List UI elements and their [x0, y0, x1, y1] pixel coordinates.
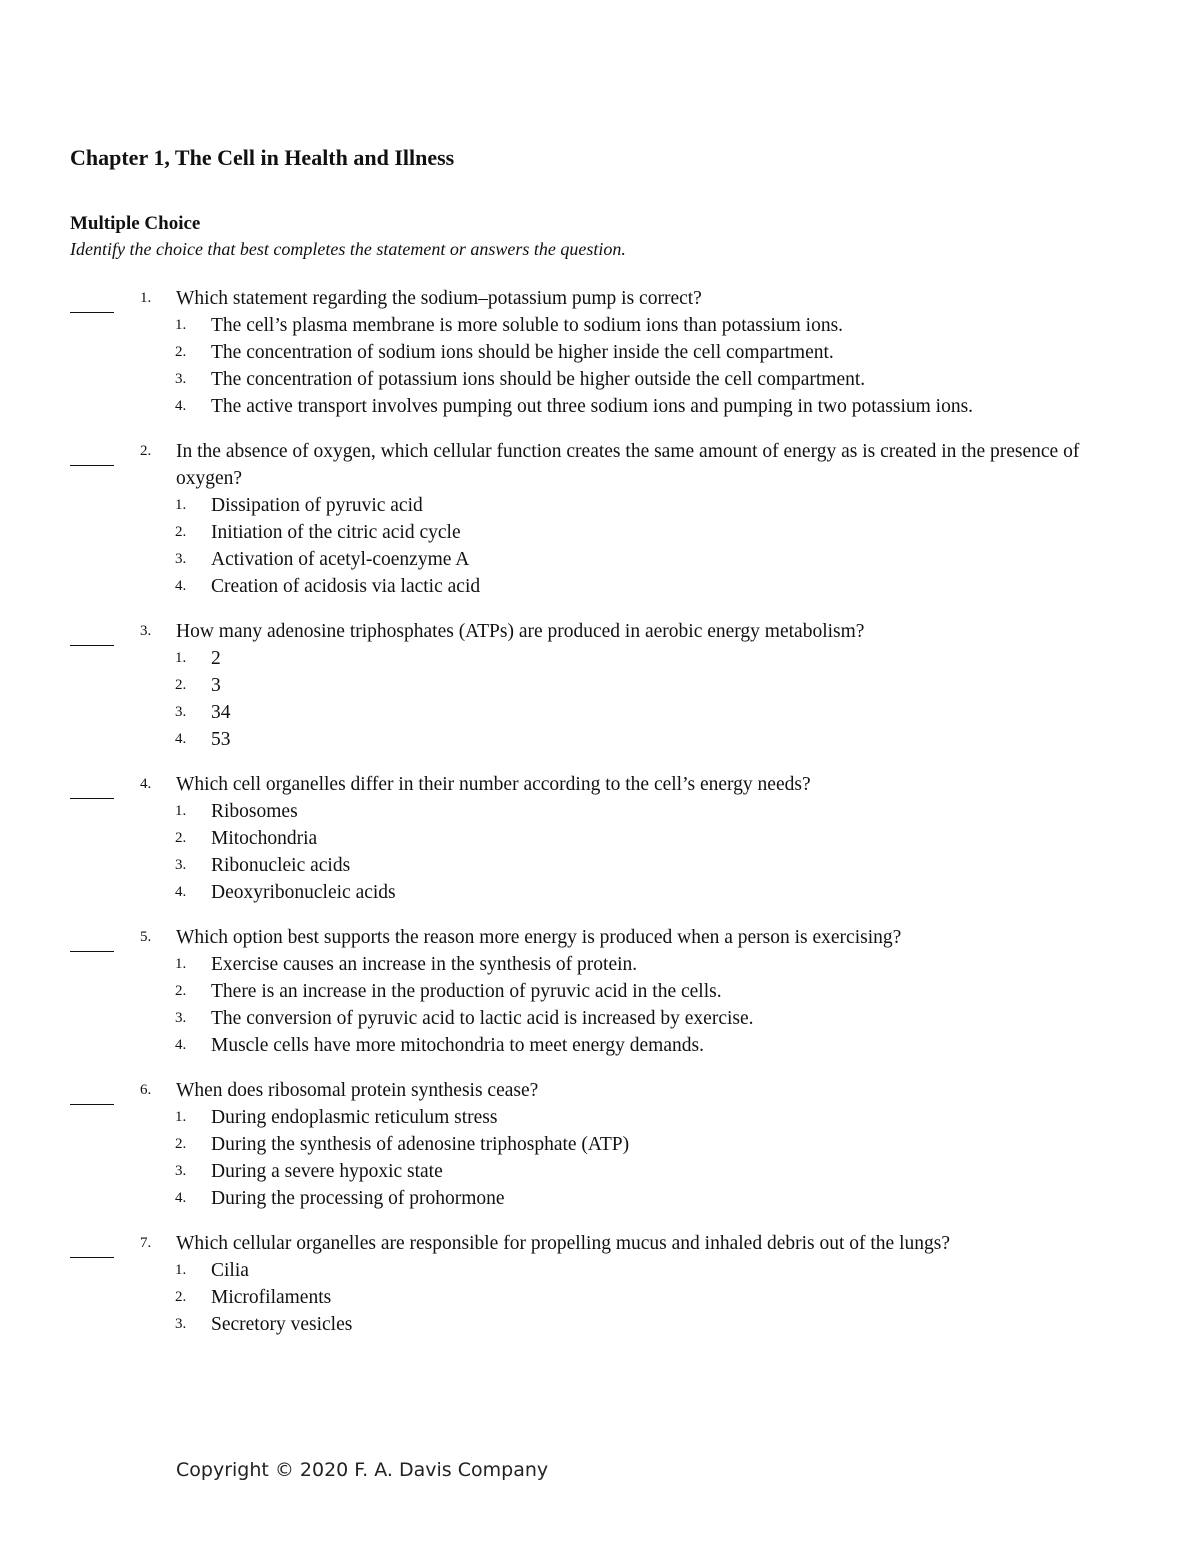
choice-text: Creation of acidosis via lactic acid — [211, 576, 481, 597]
answer-blank[interactable] — [70, 1230, 114, 1258]
choice-text: During the synthesis of adenosine triphosphate (ATP) — [211, 1134, 630, 1155]
choice-text: Activation of acetyl-coenzyme A — [211, 549, 470, 570]
choice-number: 4. — [175, 884, 187, 900]
choice-list — [0, 951, 1200, 1059]
choice-text: Muscle cells have more mitochondria to meet energy demands. — [211, 1035, 704, 1056]
choice — [175, 519, 1001, 546]
choice — [175, 645, 1001, 672]
choice — [175, 492, 1001, 519]
choice-list — [0, 1104, 1200, 1212]
choice-text: Initiation of the citric acid cycle — [211, 522, 461, 543]
choice-number: 4. — [175, 398, 187, 414]
choice-number: 1. — [175, 497, 187, 513]
section-title: Multiple Choice — [70, 213, 201, 234]
question-2 — [0, 438, 1200, 600]
choice-number: 2. — [175, 344, 187, 360]
choice — [175, 978, 1001, 1005]
choice — [175, 699, 1001, 726]
choice-text: Exercise causes an increase in the synthesis of protein. — [211, 954, 638, 975]
choice — [175, 1158, 1001, 1185]
choice-number: 4. — [175, 1037, 187, 1053]
choice — [175, 1104, 1001, 1131]
choice-number: 3. — [175, 857, 187, 873]
question-number: 5. — [140, 929, 152, 945]
choice-text: The conversion of pyruvic acid to lactic acid is increased by exercise. — [211, 1008, 754, 1029]
choice-number: 3. — [175, 704, 187, 720]
choice — [175, 546, 1001, 573]
answer-blank[interactable] — [70, 924, 114, 952]
chapter-title: Chapter 1, The Cell in Health and Illness — [70, 145, 455, 170]
choice-list — [0, 312, 1200, 420]
choice — [175, 1005, 1001, 1032]
choice — [175, 951, 1001, 978]
choice-text: During the processing of prohormone — [211, 1188, 505, 1209]
choice-text: 2 — [211, 648, 221, 669]
question-list — [0, 285, 1200, 1356]
choice-list — [0, 492, 1200, 600]
choice-text: Microfilaments — [211, 1287, 332, 1308]
choice-number: 1. — [175, 650, 187, 666]
question-5 — [0, 924, 1200, 1059]
choice-number: 4. — [175, 731, 187, 747]
choice-number: 1. — [175, 1262, 187, 1278]
choice-number: 3. — [175, 1163, 187, 1179]
choice-number: 3. — [175, 1010, 187, 1026]
question-text: In the absence of oxygen, which cellular function creates the same amount of energy as is created in the presence of oxygen? — [176, 441, 1080, 489]
choice-number: 1. — [175, 803, 187, 819]
answer-blank[interactable] — [70, 285, 114, 313]
choice — [175, 366, 1001, 393]
choice-list — [0, 798, 1200, 906]
choice-number: 3. — [175, 1316, 187, 1332]
choice — [175, 1257, 1001, 1284]
instructions: Identify the choice that best completes the statement or answers the question. — [70, 239, 626, 259]
choice-list — [0, 645, 1200, 753]
choice-text: 34 — [211, 702, 231, 723]
choice-text: Secretory vesicles — [211, 1314, 353, 1335]
question-4 — [0, 771, 1200, 906]
choice-number: 2. — [175, 677, 187, 693]
question-7 — [0, 1230, 1200, 1338]
question-text: How many adenosine triphosphates (ATPs) are produced in aerobic energy metabolism? — [176, 621, 865, 642]
choice — [175, 312, 1001, 339]
choice-number: 1. — [175, 956, 187, 972]
copyright-footer: Copyright © 2020 F. A. Davis Company — [176, 1459, 549, 1481]
question-number: 2. — [140, 443, 152, 459]
choice-text: During a severe hypoxic state — [211, 1161, 443, 1182]
choice-text: Dissipation of pyruvic acid — [211, 495, 423, 516]
question-text: Which cellular organelles are responsible for propelling mucus and inhaled debris out of the lungs? — [176, 1233, 950, 1254]
choice — [175, 1311, 1001, 1338]
question-number: 4. — [140, 776, 152, 792]
question-3 — [0, 618, 1200, 753]
question-1 — [0, 285, 1200, 420]
question-text: Which cell organelles differ in their number according to the cell’s energy needs? — [176, 774, 811, 795]
choice-text: Deoxyribonucleic acids — [211, 882, 396, 903]
choice — [175, 1185, 1001, 1212]
choice-number: 3. — [175, 551, 187, 567]
question-number: 6. — [140, 1082, 152, 1098]
choice-number: 4. — [175, 1190, 187, 1206]
choice-text: The cell’s plasma membrane is more soluble to sodium ions than potassium ions. — [211, 315, 844, 336]
choice-text: The concentration of sodium ions should be higher inside the cell compartment. — [211, 342, 834, 363]
choice — [175, 1284, 1001, 1311]
question-text: When does ribosomal protein synthesis cease? — [176, 1080, 539, 1101]
choice-number: 3. — [175, 371, 187, 387]
choice — [175, 798, 1001, 825]
choice-number: 2. — [175, 983, 187, 999]
choice-number: 2. — [175, 1136, 187, 1152]
choice-text: 53 — [211, 729, 231, 750]
choice-text: There is an increase in the production of pyruvic acid in the cells. — [211, 981, 722, 1002]
question-number: 1. — [140, 290, 152, 306]
choice-list — [0, 1257, 1200, 1338]
choice — [175, 393, 1001, 420]
choice-text: The active transport involves pumping out three sodium ions and pumping in two potassium ions. — [211, 396, 974, 417]
choice — [175, 1131, 1001, 1158]
choice — [175, 339, 1001, 366]
choice-text: Ribosomes — [211, 801, 298, 822]
choice — [175, 1032, 1001, 1059]
choice-number: 2. — [175, 830, 187, 846]
choice — [175, 825, 1001, 852]
question-6 — [0, 1077, 1200, 1212]
choice-text: Mitochondria — [211, 828, 318, 849]
choice — [175, 879, 1001, 906]
answer-blank[interactable] — [70, 1077, 114, 1105]
choice — [175, 852, 1001, 879]
choice-text: 3 — [211, 675, 221, 696]
choice-number: 1. — [175, 1109, 187, 1125]
question-number: 7. — [140, 1235, 152, 1251]
answer-blank[interactable] — [70, 438, 114, 466]
choice — [175, 573, 1001, 600]
choice-number: 1. — [175, 317, 187, 333]
choice-number: 2. — [175, 1289, 187, 1305]
choice — [175, 672, 1001, 699]
choice-number: 4. — [175, 578, 187, 594]
question-text: Which option best supports the reason more energy is produced when a person is exercising? — [176, 927, 902, 948]
choice-text: During endoplasmic reticulum stress — [211, 1107, 498, 1128]
answer-blank[interactable] — [70, 618, 114, 646]
question-number: 3. — [140, 623, 152, 639]
answer-blank[interactable] — [70, 771, 114, 799]
choice-text: Ribonucleic acids — [211, 855, 351, 876]
choice-text: The concentration of potassium ions should be higher outside the cell compartment. — [211, 369, 866, 390]
question-text: Which statement regarding the sodium–potassium pump is correct? — [176, 288, 702, 309]
choice-number: 2. — [175, 524, 187, 540]
choice-text: Cilia — [211, 1260, 249, 1281]
choice — [175, 726, 1001, 753]
